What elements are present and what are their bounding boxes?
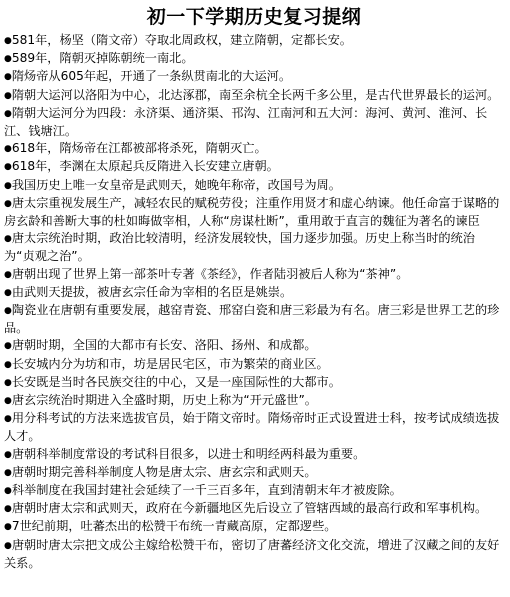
bullet-icon: ● [4,269,12,280]
outline-item [4,140,504,158]
outline-item [4,87,504,105]
bullet-icon: ● [4,486,12,497]
outline-item [4,68,504,86]
outline-item [4,446,504,464]
bullet-icon: ● [4,504,12,515]
outline-item [4,284,504,302]
outline-item-text: 用分科考试的方法来选拔官员，始于隋文帝时。隋炀帝时正式设置进士科，按考试成绩选拔人才。 [4,411,500,444]
outline-item-text: 唐朝时唐太宗和武则天，政府在今新疆地区先后设立了管辖西域的最高行政和军事机构。 [11,501,488,516]
bullet-icon: ● [4,144,12,155]
outline-item-text: 科举制度在我国封建社会延续了一千三百多年，直到清朝末年才被废除。 [11,483,402,498]
bullet-icon: ● [4,162,12,173]
outline-item-text: 隋朝大运河以洛阳为中心，北达涿郡，南至余杭全长两千多公里，是古代世界最长的运河。 [11,87,500,102]
outline-item [4,158,504,176]
outline-item-text: 隋炀帝从605年起，开通了一条纵贯南北的大运河。 [11,69,292,84]
outline-item [4,50,504,68]
outline-item-text: 589年，隋朝灭掉陈朝统一南北。 [11,51,194,66]
bullet-icon: ● [4,90,12,101]
outline-item-text: 陶瓷业在唐朝有重要发展，越窑青瓷、邢窑白瓷和唐三彩最为有名。唐三彩是世界工艺的珍品。 [4,303,500,336]
outline-item [4,302,504,337]
outline-item-text: 唐太宗重视发展生产，减轻农民的赋税劳役；注重作用贤才和虚心纳谏。他任命富于谋略的房玄龄和善断大事的杜如晦做宰相，人称“房谋杜断”，重用敢于直言的魏征为著名的谏臣 [4,195,500,229]
outline-item [4,392,504,410]
bullet-icon: ● [4,359,12,370]
bullet-icon: ● [4,540,12,551]
outline-item-text: 我国历史上唯一女皇帝是武则天，她晚年称帝，改国号为周。 [11,177,341,192]
bullet-icon: ● [4,54,12,65]
outline-item-text: 618年，李渊在太原起兵反隋进入长安建立唐朝。 [11,159,279,174]
outline-item-text: 唐太宗统治时期，政治比较清明，经济发展较快，国力逐步加强。历史上称当时的统治为“贞观之治”。 [4,231,475,264]
bullet-icon: ● [4,180,12,191]
outline-item [4,356,504,374]
bullet-icon: ● [4,287,12,298]
outline-item-text: 长安城内分为坊和市，坊是居民宅区，市为繁荣的商业区。 [11,356,329,371]
bullet-icon: ● [4,198,12,209]
outline-item-text: 长安既是当时各民族交往的中心，又是一座国际性的大都市。 [11,374,341,389]
outline-item-text: 唐朝出现了世界上第一部茶叶专著《茶经》，作者陆羽被后人称为“茶神”。 [11,266,409,281]
outline-item [4,195,504,230]
bullet-icon: ● [4,377,12,388]
outline-item [4,374,504,392]
outline-item-text: 唐朝时期完善科举制度人物是唐太宗、唐玄宗和武则天。 [11,464,317,479]
bullet-icon: ● [4,522,12,533]
outline-item-text: 唐朝时期，全国的大都市有长安、洛阳、扬州、和成都。 [11,338,317,353]
outline-item [4,266,504,284]
bullet-icon: ● [4,414,12,425]
outline-item [4,537,504,572]
outline-item-text: 618年，隋炀帝在江都被部将杀死，隋朝灭亡。 [11,141,267,156]
outline-item [4,500,504,518]
outline-item [4,337,504,355]
bullet-icon: ● [4,396,12,407]
outline-item-text: 唐玄宗统治时期进入全盛时期，历史上称为“开元盛世”。 [11,393,317,408]
bullet-icon: ● [4,108,12,119]
outline-item-text: 7世纪前期，吐蕃杰出的松赞干布统一青藏高原，定都逻些。 [11,519,337,534]
bullet-icon: ● [4,234,12,245]
bullet-icon: ● [4,306,12,317]
outline-item [4,482,504,500]
outline-item-text: 581年，杨坚（隋文帝）夺取北周政权，建立隋朝，定都长安。 [11,33,352,47]
outline-item [4,32,504,50]
outline-item [4,230,504,265]
bullet-icon: ● [4,341,12,352]
outline-item-text: 隋朝大运河分为四段：永济渠、通济渠、邗沟、江南河和五大河：海河、黄河、淮河、长江、钱塘江。 [4,105,488,139]
bullet-icon: ● [4,467,12,478]
outline-item [4,518,504,536]
bullet-icon: ● [4,36,12,46]
outline-item [4,105,504,140]
bullet-icon: ● [4,449,12,460]
document-title: 初一下学期历史复习提纲 [146,6,362,28]
bullet-icon: ● [4,72,12,83]
outline-item [4,410,504,445]
outline-item-text: 由武则天提拔，被唐玄宗任命为宰相的名臣是姚崇。 [11,284,293,299]
outline-item [4,464,504,482]
outline-item-text: 唐朝科举制度常设的考试科目很多，以进士和明经两科最为重要。 [11,446,366,461]
outline-item-text: 唐朝时唐太宗把文成公主嫁给松赞干布，密切了唐蕃经济文化交流，增进了汉藏之间的友好关系。 [4,537,500,570]
outline-item [4,177,504,195]
outline-list [4,32,504,572]
